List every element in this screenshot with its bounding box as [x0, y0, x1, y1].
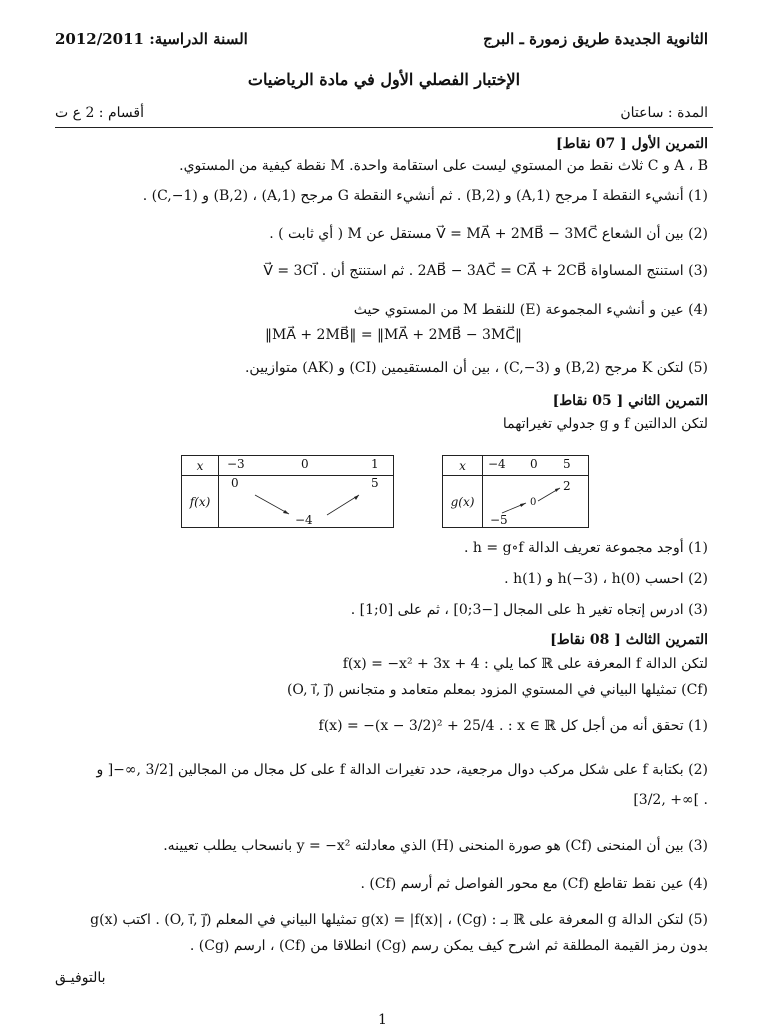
ex1-q1: (1) أنشيء النقطة I مرجح (A,1) و (B,2) . ثم أنشيء النقطة G مرجح (A,1) ، (B,2) و (C,−1) . [142, 188, 708, 204]
exam-duration: المدة : ساعتان [620, 105, 708, 121]
ex3-intro-2: (Cf) تمثيلها البياني في المستوي المزود بمعلم متعامد و متجانس (O, i⃗, j⃗) [286, 682, 708, 698]
table-f-val0: 0 [231, 476, 239, 490]
ex3-q5-line1: (5) لتكن الدالة g المعرفة على ℝ بـ : g(x) = |f(x)| ، (Cg) تمثيلها البياني في المعلم (O, i⃗, j⃗) . اكتب g(x) [90, 912, 708, 928]
ex3-q2-and: و [96, 762, 104, 778]
ex1-q3-result: V⃗ = 3CI⃗ . [263, 263, 327, 279]
table-f-x0: −3 [227, 457, 245, 471]
ex3-intro-1: لتكن الدالة f المعرفة على ℝ كما يلي : f(x) = −x² + 3x + 4 [342, 656, 708, 672]
table-f-x1: 0 [301, 457, 309, 471]
ex1-q5: (5) لتكن K مرجح (B,2) و (C,−3) ، بين أن المستقيمين (CI) و (AK) متوازيين. [244, 360, 708, 376]
ex1-q4-equation: ‖MA⃗ + 2MB⃗‖ = ‖MA⃗ + 2MB⃗ − 3MC⃗‖ [265, 327, 523, 343]
page-number: 1 [378, 1012, 387, 1028]
table-f-val2: 5 [371, 476, 379, 490]
table-g-func: g(x) [443, 476, 483, 528]
closing-greeting: بالتوفيـق [55, 970, 106, 986]
ex1-q3-text: (3) استنتج المساواة [590, 263, 708, 279]
table-f-x2: 1 [371, 457, 379, 471]
school-name: الثانوية الجديدة طريق زمورة ـ البرج [483, 30, 708, 48]
ex3-q2-line2 [58, 792, 708, 810]
ex1-q3-tail: . ثم استنتج أن [330, 263, 414, 279]
ex1-q2-vector: V⃗ = MA⃗ + 2MB⃗ − 3MC⃗ [436, 226, 598, 242]
ex2-intro: لتكن الدالتين f و g جدولي تغيراتهما [502, 416, 708, 432]
ex1-q2 [58, 226, 708, 244]
ex1-q4-text: (4) عين و أنشيء المجموعة (E) للنقط M من المستوي حيث [353, 302, 708, 318]
ex1-q3-equality: 2AB⃗ − 3AC⃗ = CA⃗ + 2CB⃗ [417, 263, 587, 279]
table-f-val1: −4 [295, 513, 313, 527]
table-g-x2: 5 [563, 457, 571, 471]
ex3-q2 [58, 762, 708, 780]
ex2-q3: (3) ادرس إتجاه تغير h على المجال [−3;0] ، ثم على [0;1] . [350, 602, 708, 618]
table-g-val2: 2 [563, 479, 571, 493]
table-g-val1: 0 [530, 497, 537, 508]
ex3-q2-interval-1: ]−∞, 3/2] [107, 762, 174, 778]
ex1-intro: A ، B و C ثلاث نقط من المستوي ليست على استقامة واحدة. M نقطة كيفية من المستوي. [179, 158, 708, 174]
ex1-q2-text: (2) بين أن الشعاع [601, 226, 708, 242]
variation-table-g [442, 455, 589, 528]
ex3-q5-line2: بدون رمز القيمة المطلقة ثم اشرح كيف يمكن رسم (Cg) انطلاقا من (Cf) ، ارسم (Cg) . [189, 938, 708, 954]
header-divider [55, 127, 713, 128]
table-g-var: x [443, 456, 483, 476]
ex2-title: التمرين الثاني [ 05 نقاط] [552, 393, 708, 409]
ex3-q1 [58, 718, 708, 736]
table-g-val0: −5 [490, 513, 508, 527]
exam-title: الإختبار الفصلي الأول في مادة الرياضيات [247, 70, 521, 89]
table-f-arrows [181, 455, 394, 528]
table-g-arrows [442, 455, 589, 528]
ex1-q3 [58, 263, 708, 281]
ex1-q2-tail: مستقل عن M ( أي ثابت ) . [269, 226, 432, 242]
table-g-x1: 0 [530, 457, 538, 471]
table-f-func: f(x) [182, 476, 219, 528]
ex3-title: التمرين الثالث [ 08 نقاط] [550, 632, 708, 648]
ex2-q1: (1) أوجد مجموعة تعريف الدالة h = g∘f . [464, 540, 708, 556]
ex3-q2-interval-2: [3/2, +∞[ . [633, 792, 708, 808]
ex2-q2: (2) احسب h(−3) ، h(0) و h(1) . [504, 571, 708, 587]
variation-table-f [181, 455, 394, 528]
table-g-x0: −4 [488, 457, 506, 471]
ex3-q3: (3) بين أن المنحنى (Cf) هو صورة المنحنى (H) الذي معادلته y = −x² بانسحاب يطلب تعيينه. [163, 838, 708, 854]
table-f-var: x [182, 456, 219, 476]
ex3-q2-text: (2) بكتابة f على شكل مركب دوال مرجعية، حدد تغيرات الدالة f على كل مجال من المجالين [177, 762, 708, 778]
ex3-q1-formula: f(x) = −(x − 3/2)² + 25/4 . [318, 718, 504, 734]
ex3-q4: (4) عين نقط تقاطع (Cf) مع محور الفواصل ثم أرسم (Cf) . [360, 876, 708, 892]
classes: أقسام : 2 ع ت [55, 105, 144, 121]
school-year: السنة الدراسية: 2012/2011 [55, 30, 248, 48]
ex1-title: التمرين الأول [ 07 نقاط] [556, 136, 708, 152]
ex3-q1-text: (1) تحقق أنه من أجل كل x ∈ ℝ : [507, 718, 708, 734]
